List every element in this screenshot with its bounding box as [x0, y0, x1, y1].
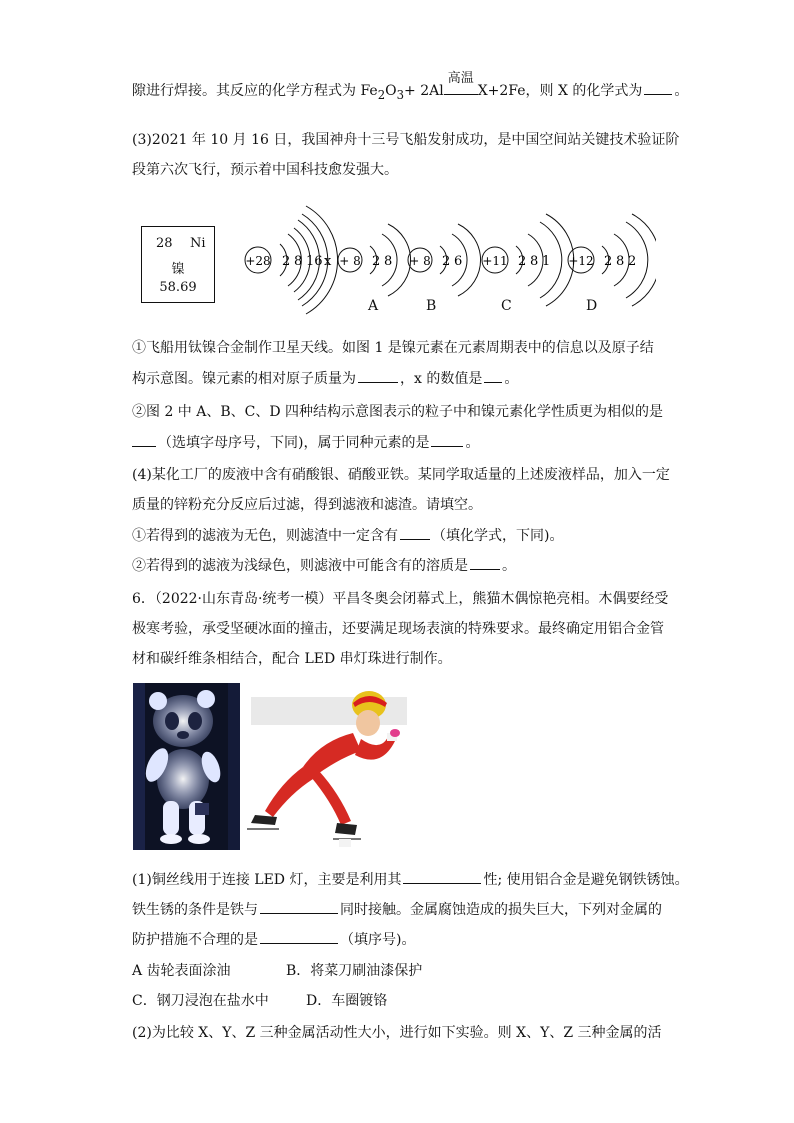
nucleus-charge: +12	[568, 254, 594, 268]
text: （填化学式，下同)。	[432, 528, 564, 544]
shell-electrons: x	[324, 254, 332, 269]
nucleus-charge: + 8	[409, 254, 431, 268]
text: （填序号)。	[340, 932, 416, 948]
q6-1-line2	[132, 899, 662, 920]
speed-skater-image	[241, 683, 407, 850]
text: ①若得到的滤液为无色，则滤渣中一定含有	[132, 528, 398, 544]
atom-a	[338, 224, 411, 296]
text: 性; 使用铝合金是避免钢铁锈蚀。	[483, 872, 689, 888]
answer-blank[interactable]	[403, 869, 481, 884]
shell-electrons: 2	[372, 254, 381, 269]
atom-ni	[245, 206, 338, 314]
text: + 2Al	[404, 83, 444, 99]
q3a-line1: ①飞船用钛镍合金制作卫星天线。如图 1 是镍元素在元素周期表中的信息以及原子结	[132, 340, 654, 356]
text: 。	[504, 371, 519, 387]
q6-line2: 极寒考验，承受坚硬冰面的撞击，还要满足现场表演的特殊要求。最终确定用铝合金管	[132, 621, 664, 637]
text: （选填字母序号，下同)，属于同种元素的是	[158, 435, 430, 451]
text: (1)铜丝线用于连接 LED 灯，主要是利用其	[132, 872, 402, 888]
condition-label: 高温	[447, 71, 474, 86]
shell-electrons: 2	[282, 254, 291, 269]
text: 同时接触。金属腐蚀造成的损失巨大，下列对金属的	[340, 902, 662, 918]
option-d[interactable]: D．车圈镀铬	[306, 993, 388, 1009]
text: 。	[674, 83, 689, 99]
text: ，x 的数值是	[400, 371, 483, 387]
answer-blank[interactable]	[431, 432, 463, 447]
subscript: 2	[377, 87, 386, 102]
q4-b	[132, 555, 516, 576]
option-b[interactable]: B．将菜刀刷油漆保护	[286, 963, 423, 979]
nucleus-charge: +11	[482, 254, 508, 268]
text: 构示意图。镍元素的相对原子质量为	[132, 371, 356, 387]
answer-blank[interactable]	[132, 432, 156, 447]
atom-label-a: A	[368, 298, 379, 314]
atom-label-c: C	[501, 298, 512, 314]
atomic-number: 28	[156, 236, 173, 251]
reaction-condition	[444, 71, 478, 95]
q3b-line1: ②图 2 中 A、B、C、D 四种结构示意图表示的粒子中和镍元素化学性质更为相似的是	[132, 404, 664, 420]
q6-1-line3	[132, 929, 415, 950]
q6-2-line1: (2)为比较 X、Y、Z 三种金属活动性大小，进行如下实验。则 X、Y、Z 三种金属的活	[132, 1025, 662, 1041]
subscript: 3	[396, 87, 405, 102]
answer-blank[interactable]	[470, 555, 500, 570]
answer-blank[interactable]	[260, 929, 338, 944]
q3-line1: (3)2021 年 10 月 16 日，我国神舟十三号飞船发射成功，是中国空间站关键技术验证阶	[132, 132, 680, 148]
option-row-1	[132, 961, 231, 981]
shell-electrons: 8	[294, 254, 303, 269]
answer-blank[interactable]	[644, 80, 672, 95]
nucleus-charge: + 8	[339, 254, 361, 268]
answer-blank[interactable]	[400, 525, 430, 540]
shell-electrons: 1	[542, 254, 551, 269]
answer-blank[interactable]	[260, 899, 338, 914]
panda-puppet-image	[133, 683, 240, 850]
atomic-mass: 58.69	[159, 280, 197, 295]
q6-line1: 6．（2022·山东青岛·统考一模）平昌冬奥会闭幕式上，熊猫木偶惊艳亮相。木偶要经受	[132, 591, 669, 607]
shell-electrons: 2	[442, 254, 451, 269]
option-row-2b	[306, 991, 387, 1011]
equation-line	[132, 71, 689, 105]
element-symbol: Ni	[190, 236, 206, 251]
text: ②若得到的滤液为浅绿色，则滤液中可能含有的溶质是	[132, 558, 468, 574]
option-c[interactable]: C．钢刀浸泡在盐水中	[132, 993, 269, 1009]
text: 隙进行焊接。其反应的化学方程式为 Fe	[132, 83, 378, 99]
q4-line1: (4)某化工厂的废液中含有硝酸银、硝酸亚铁。某同学取适量的上述废液样品，加入一定	[132, 467, 670, 483]
option-row-2	[132, 991, 269, 1011]
shell-electrons: 6	[454, 254, 463, 269]
shell-electrons: 2	[518, 254, 527, 269]
q6-1-line1	[132, 869, 689, 890]
shell-electrons: 8	[616, 254, 625, 269]
shell-electrons: 8	[530, 254, 539, 269]
q3b-line2	[132, 432, 479, 453]
option-row-1b	[286, 961, 422, 981]
answer-blank[interactable]	[358, 368, 398, 383]
text: 。	[465, 435, 480, 451]
text: 。	[502, 558, 516, 574]
q3-line2: 段第六次飞行，预示着中国科技愈发强大。	[132, 162, 398, 178]
shell-electrons: 2	[628, 254, 637, 269]
q4-a	[132, 525, 563, 546]
shell-electrons: 2	[604, 254, 613, 269]
answer-blank[interactable]	[484, 368, 502, 383]
periodic-table-cell	[141, 226, 215, 303]
text: O	[385, 83, 397, 99]
atom-b	[408, 224, 481, 296]
q4-line2: 质量的锌粉充分反应后过滤，得到滤液和滤渣。请填空。	[132, 497, 482, 513]
option-a[interactable]: A 齿轮表面涂油	[132, 963, 231, 979]
text: 铁生锈的条件是铁与	[132, 902, 258, 918]
nucleus-charge: +28	[245, 254, 271, 268]
text: 防护措施不合理的是	[132, 932, 258, 948]
atom-c	[482, 214, 574, 306]
element-name: 镍	[171, 262, 185, 277]
shell-electrons: 16	[306, 254, 323, 269]
atom-label-d: D	[586, 298, 598, 314]
atom-d	[568, 214, 656, 306]
q6-line3: 材和碳纤维条相结合，配合 LED 串灯珠进行制作。	[132, 651, 452, 667]
text: X+2Fe，则 X 的化学式为	[477, 83, 643, 99]
shell-electrons: 8	[384, 254, 393, 269]
atom-label-b: B	[426, 298, 437, 314]
q3a-line2	[132, 368, 518, 389]
